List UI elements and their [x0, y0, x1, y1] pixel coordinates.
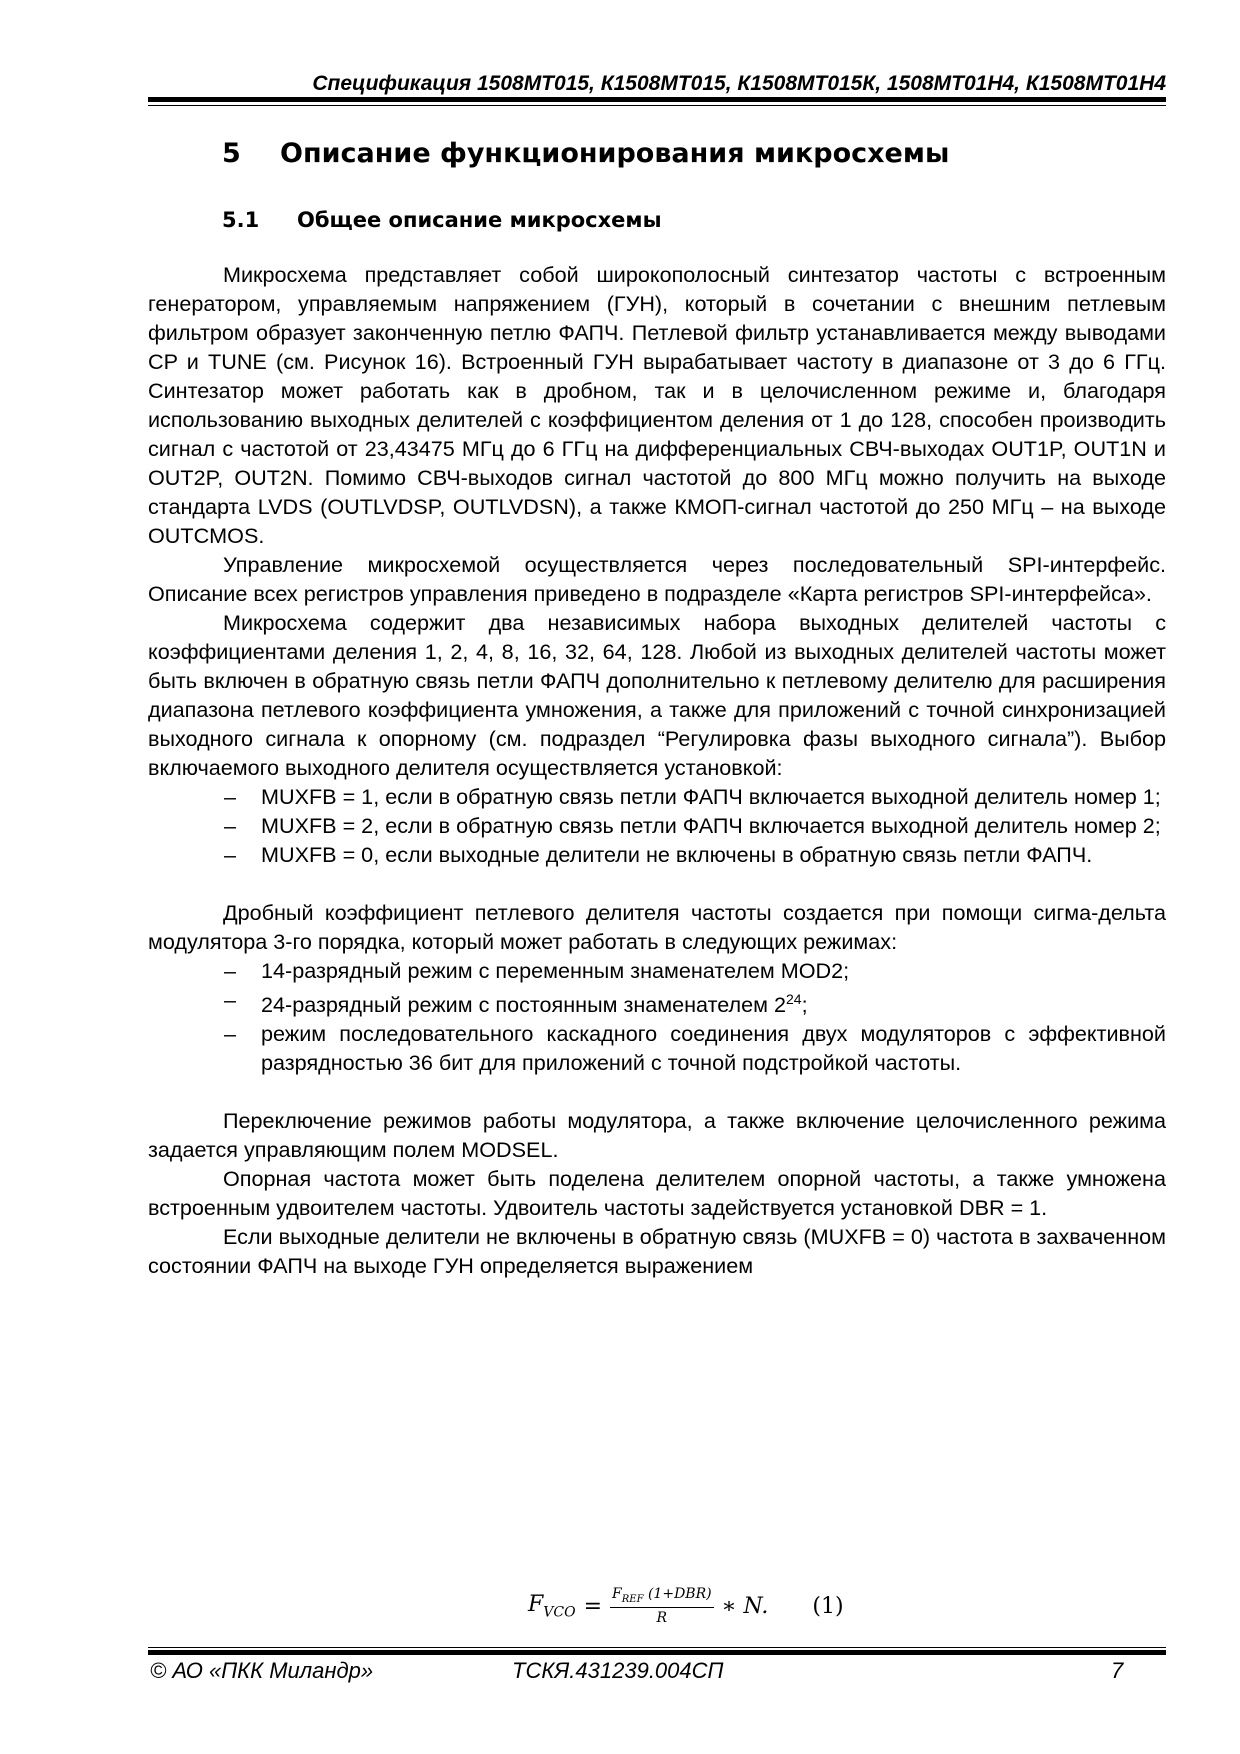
- formula-rhs: ∗ N.: [721, 1593, 769, 1619]
- subsection-title: Общее описание микросхемы: [297, 208, 662, 232]
- paragraph-2: Управление микросхемой осуществляется через последовательный SPI-интерфейс. Описание всех регистров управления приведено в подразделе «Карта регистров SPI-интерфейса».: [148, 552, 1166, 606]
- paragraph-7: Если выходные делители не включены в обратную связь (MUXFB = 0) частота в захваченном состоянии ФАПЧ на выходе ГУН определяется выражением: [148, 1224, 1166, 1279]
- subsection-number: 5.1: [222, 208, 260, 232]
- formula-fraction: [610, 1586, 714, 1626]
- list-item: – MUXFB = 2, если в обратную связь петли ФАПЧ включается выходной делитель номер 2;: [224, 813, 1161, 838]
- running-header: Спецификация 1508МТ015, К1508МТ015, К1508МТ015К, 1508МТ01Н4, К1508МТ01Н4: [312, 72, 1166, 95]
- muxfb-list: [148, 782, 1166, 869]
- section-title: Описание функционирования микросхемы: [280, 138, 950, 169]
- list-bullet: –: [224, 842, 237, 867]
- list-bullet: –: [224, 958, 237, 983]
- section-number: 5: [222, 138, 241, 169]
- footer-rule-thin: [148, 1647, 1166, 1648]
- page-footer: [148, 1658, 1166, 1688]
- paragraph-3: Микросхема содержит два независимых набора выходных делителей частоты с коэффициентами деления 1, 2, 4, 8, 16, 32, 64, 128. Любой из выходных делителей частоты может быть включен в обратную связь петли ФАПЧ дополнительно к петлевому делителю для расширения диапазона петлевого коэффициента умножения, а также для приложений с точной синхронизацией выходного сигнала к опорному (см. подраздел “Регулировка фазы выходного сигнала”). Выбор включаемого выходного делителя осуществляется установкой:: [148, 610, 1166, 780]
- paragraph-1: Микросхема представляет собой широкополосный синтезатор частоты с встроенным генератором, управляемым напряжением (ГУН), который в сочетании с внешним петлевым фильтром образует законченную петлю ФАПЧ. Петлевой фильтр устанавливается между выводами CP и TUNE (см. Рисунок 16). Встроенный ГУН вырабатывает частоту в диапазоне от 3 до 6 ГГц. Синтезатор может работать как в дробном, так и в целочисленном режиме и, благодаря использованию выходных делителей с коэффициентом деления от 1 до 128, способен производить сигнал с частотой от 23,43475 МГц до 6 ГГц на дифференциальных СВЧ-выходах OUT1P, OUT1N и OUT2P, OUT2N. Помимо СВЧ-выходов сигнал частотой до 800 МГц можно получить на выходе стандарта LVDS (OUTLVDSP, OUTLVDSN), а также КМОП-сигнал частотой до 250 МГц – на выходе OUTCMOS.: [148, 262, 1166, 548]
- list-item: – 14-разрядный режим с переменным знаменателем MOD2;: [224, 958, 850, 983]
- body-text: [148, 260, 1166, 1280]
- footer-copyright: © АО «ПКК Миландр»: [150, 1658, 374, 1683]
- paragraph-5: Переключение режимов работы модулятора, а также включение целочисленного режима задается управляющим полем MODSEL.: [148, 1108, 1166, 1163]
- header-rule-thin: [148, 105, 1166, 106]
- list-item: – режим последовательного каскадного соединения двух модуляторов с эффективной разрядностью 36 бит для приложений с точной подстройкой частоты.: [224, 1021, 1166, 1076]
- list-item: – MUXFB = 1, если в обратную связь петли ФАПЧ включается выходной делитель номер 1;: [224, 784, 1161, 809]
- formula-numerator: $F_{REF}$ (1+DBR): [610, 1586, 714, 1608]
- footer-page-number: 7: [1111, 1658, 1124, 1683]
- list-bullet: –: [224, 987, 237, 1012]
- formula-fvco: [528, 1578, 844, 1634]
- subsection-heading: [222, 208, 662, 232]
- header-rule-thick: [148, 97, 1166, 102]
- footer-rule-thick: [148, 1650, 1166, 1655]
- list-bullet: –: [224, 1021, 237, 1047]
- list-item: – MUXFB = 0, если выходные делители не включены в обратную связь петли ФАПЧ.: [224, 842, 1093, 867]
- list-bullet: –: [224, 784, 237, 809]
- modulator-modes-list: [148, 956, 1166, 1077]
- formula-equals: =: [583, 1593, 603, 1619]
- paragraph-4: Дробный коэффициент петлевого делителя частоты создается при помощи сигма-дельта модулятора 3-го порядка, который может работать в следующих режимах:: [148, 900, 1166, 954]
- formula-lhs: $F_{VCO}$: [528, 1591, 576, 1621]
- list-bullet: –: [224, 813, 237, 838]
- list-item: – 24-разрядный режим с постоянным знаменателем $2^{24}$;: [224, 987, 808, 1018]
- footer-doc-code: ТСКЯ.431239.004СП: [512, 1658, 724, 1683]
- formula-denominator: R: [656, 1609, 668, 1626]
- equation-number: (1): [812, 1593, 844, 1619]
- section-heading: [222, 138, 949, 169]
- paragraph-6: Опорная частота может быть поделена делителем опорной частоты, а также умножена встроенным удвоителем частоты. Удвоитель частоты задействуется установкой DBR = 1.: [148, 1166, 1166, 1221]
